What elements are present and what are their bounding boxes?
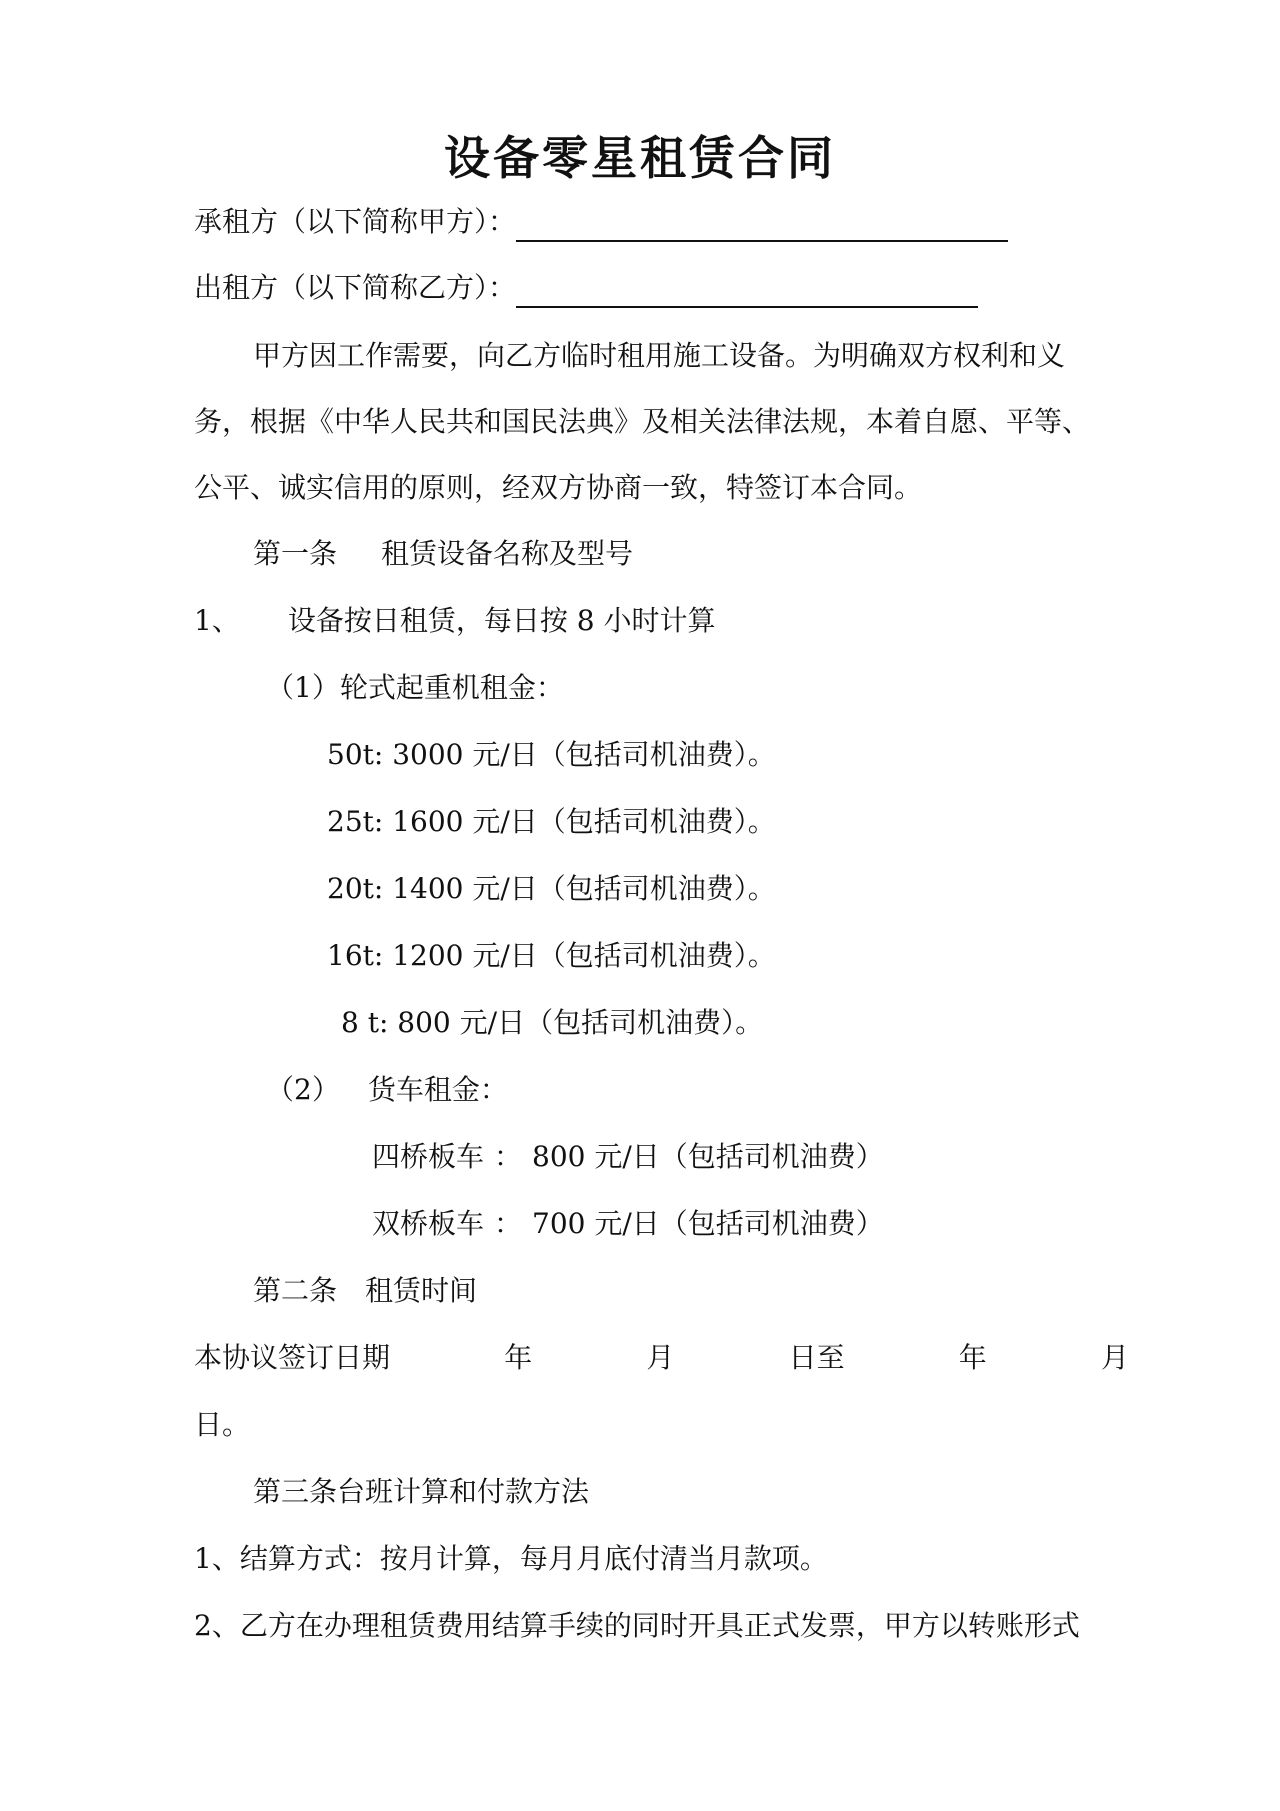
- truck-item-rate: 700 元/日（包括司机油费）: [532, 1207, 884, 1240]
- article1-num: 第一条: [253, 537, 338, 570]
- article1-heading: 租赁设备名称及型号: [381, 537, 634, 570]
- truck-item-name: 四桥板车: [372, 1140, 485, 1173]
- article2-date-row: [194, 1338, 1129, 1378]
- article3-item-1: 1、结算方式：按月计算，每月月底付清当月款项。: [194, 1542, 828, 1575]
- intro-line-3: 公平、诚实信用的原则，经双方协商一致，特签订本合同。: [194, 471, 923, 504]
- intro-line-1: 甲方因工作需要，向乙方临时租用施工设备。为明确双方权利和义: [253, 339, 1066, 372]
- article3-item-2: 2、乙方在办理租赁费用结算手续的同时开具正式发票，甲方以转账形式: [194, 1609, 1080, 1642]
- truck-item-sep: ：: [494, 1207, 523, 1240]
- date-part: 月: [1100, 1341, 1129, 1374]
- crane-rate-16t: 16t: 1200 元/日（包括司机油费）。: [327, 939, 776, 972]
- crane-rate-8t: 8 t: 800 元/日（包括司机油费）。: [341, 1006, 764, 1039]
- truck-item-name: 双桥板车: [372, 1207, 485, 1240]
- article1-item1-num: 1、: [194, 604, 240, 637]
- article1-item1: [194, 601, 715, 641]
- lessor-blank: [516, 272, 978, 308]
- crane-rate-25t: 25t: 1600 元/日（包括司机油费）。: [327, 805, 776, 838]
- date-part: 日至: [788, 1341, 845, 1374]
- article3-heading: 第三条台班计算和付款方法: [253, 1475, 590, 1508]
- article1-heading-line: [253, 534, 633, 574]
- truck-item-two-axle: [372, 1204, 884, 1244]
- date-part: 本协议签订日期: [194, 1341, 391, 1374]
- date-part: 年: [504, 1341, 533, 1374]
- truck-num: （2）: [266, 1073, 340, 1106]
- truck-item-sep: ：: [494, 1140, 523, 1173]
- article1-item1-text: 设备按日租赁，每日按 8 小时计算: [287, 604, 716, 637]
- crane-rate-20t: 20t: 1400 元/日（包括司机油费）。: [327, 872, 776, 905]
- article2-heading: 租赁时间: [365, 1274, 478, 1307]
- date-part: 月: [646, 1341, 675, 1374]
- article2-num: 第二条: [253, 1274, 338, 1307]
- intro-line-2: 务，根据《中华人民共和国民法典》及相关法律法规，本着自愿、平等、: [194, 405, 1091, 438]
- lessee-blank: [516, 206, 1008, 242]
- crane-label: （1）轮式起重机租金：: [266, 671, 564, 704]
- date-part: 年: [958, 1341, 987, 1374]
- document-title: 设备零星租赁合同: [444, 131, 836, 185]
- truck-line: [266, 1070, 508, 1110]
- lessee-label: 承租方（以下简称甲方）：: [194, 205, 517, 238]
- article2-heading-line: [253, 1271, 477, 1311]
- truck-item-rate: 800 元/日（包括司机油费）: [532, 1140, 884, 1173]
- article2-date-end: 日。: [194, 1408, 251, 1441]
- truck-item-four-axle: [372, 1137, 884, 1177]
- lessor-label: 出租方（以下简称乙方）：: [194, 271, 517, 304]
- truck-label: 货车租金：: [367, 1073, 508, 1106]
- crane-rate-50t: 50t: 3000 元/日（包括司机油费）。: [327, 738, 776, 771]
- lessor-line: [194, 268, 978, 308]
- lessee-line: [194, 202, 1008, 242]
